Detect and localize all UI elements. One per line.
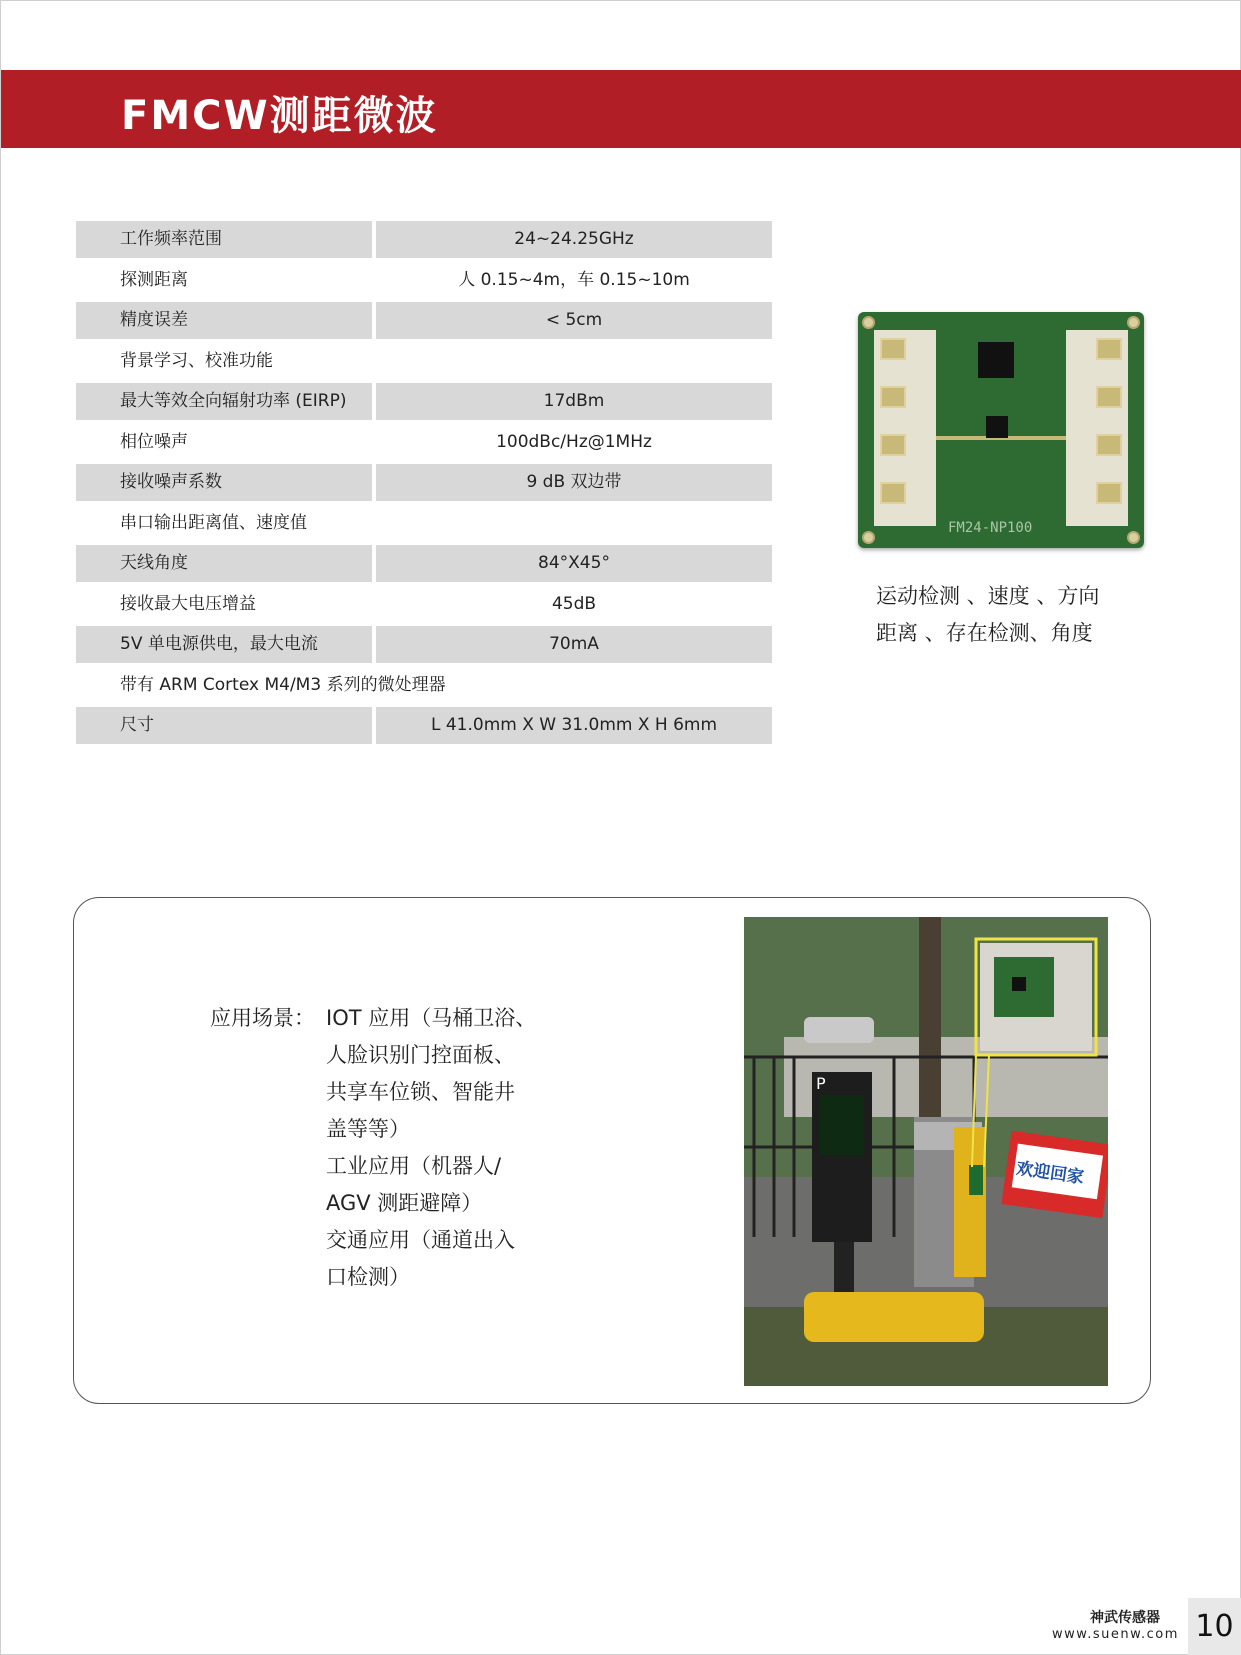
application-line: 人脸识别门控面板、	[326, 1043, 515, 1067]
rf-chip	[986, 416, 1008, 438]
application-line: 盖等等）	[326, 1117, 410, 1141]
spec-value: L 41.0mm X W 31.0mm X H 6mm	[376, 707, 772, 744]
spec-value: 9 dB 双边带	[376, 464, 772, 501]
antenna-patch	[880, 434, 906, 456]
application-line: 工业应用（机器人/	[326, 1154, 502, 1178]
welcome-sign-text: 欢迎回家	[1014, 1158, 1086, 1189]
parking-gate-illustration	[744, 917, 1108, 1386]
board-label: FM24-NP100	[948, 520, 1033, 536]
spec-value: 84°X45°	[376, 545, 772, 582]
website-url: www.suenw.com	[1052, 1627, 1179, 1642]
spec-row	[76, 505, 772, 546]
application-line: 交通应用（通道出入	[326, 1228, 515, 1252]
antenna-patch	[1096, 482, 1122, 504]
spec-row	[76, 464, 772, 505]
application-lines	[326, 1000, 536, 1296]
spec-label: 带有 ARM Cortex M4/M3 系列的微处理器	[120, 674, 446, 695]
spec-label: 背景学习、校准功能	[120, 350, 273, 371]
feature-line: 距离 、存在检测、角度	[876, 621, 1093, 645]
spec-value: 45dB	[551, 593, 597, 614]
spec-row	[76, 383, 772, 424]
spec-value: 人 0.15~4m，车 0.15~10m	[458, 269, 690, 290]
spec-row	[76, 626, 772, 667]
spec-label: 探测距离	[120, 269, 188, 290]
antenna-patch	[880, 386, 906, 408]
brand-name: 神武传感器	[1090, 1610, 1160, 1626]
spec-row	[76, 343, 772, 384]
spec-row	[76, 302, 772, 343]
application-line: 口检测）	[326, 1265, 410, 1289]
spec-row	[76, 221, 772, 262]
spec-value: 24~24.25GHz	[376, 221, 772, 258]
page-number: 10	[1188, 1598, 1241, 1655]
parking-sign-letter: P	[816, 1074, 826, 1093]
spec-table	[76, 221, 772, 748]
antenna-patch	[1096, 386, 1122, 408]
spec-label: 串口输出距离值、速度值	[120, 512, 307, 533]
antenna-patch	[880, 338, 906, 360]
spec-value: < 5cm	[376, 302, 772, 339]
mounting-hole	[1127, 531, 1140, 544]
application-line: AGV 测距避障）	[326, 1191, 483, 1215]
feature-list	[876, 578, 1099, 652]
antenna-patch	[880, 482, 906, 504]
spec-row	[76, 707, 772, 748]
parking-gate-photo	[744, 917, 1108, 1386]
spec-row	[76, 262, 772, 303]
spec-row	[76, 424, 772, 465]
spec-value: 17dBm	[376, 383, 772, 420]
spec-label: 工作频率范围	[76, 221, 372, 258]
processor-chip	[978, 342, 1014, 378]
mounting-hole	[862, 531, 875, 544]
spec-row	[76, 667, 772, 708]
spec-label: 精度误差	[76, 302, 372, 339]
spec-label: 尺寸	[76, 707, 372, 744]
spec-row	[76, 545, 772, 586]
spec-label: 接收噪声系数	[76, 464, 372, 501]
spec-value: 100dBc/Hz@1MHz	[496, 431, 652, 452]
spec-row	[76, 586, 772, 627]
antenna-patch	[1096, 434, 1122, 456]
feature-line: 运动检测 、速度 、方向	[876, 584, 1100, 608]
spec-label: 最大等效全向辐射功率 (EIRP)	[76, 383, 372, 420]
title-banner	[1, 70, 1241, 148]
application-label: 应用场景：	[210, 1006, 315, 1030]
spec-label: 5V 单电源供电，最大电流	[76, 626, 372, 663]
application-line: 共享车位锁、智能井	[326, 1080, 515, 1104]
spec-label: 天线角度	[76, 545, 372, 582]
page-title: FMCW测距微波	[121, 93, 438, 139]
spec-value: 70mA	[376, 626, 772, 663]
mounting-hole	[862, 316, 875, 329]
mounting-hole	[1127, 316, 1140, 329]
spec-label: 接收最大电压增益	[120, 593, 256, 614]
application-line: IOT 应用（马桶卫浴、	[326, 1006, 537, 1030]
radar-module-image	[858, 312, 1144, 548]
antenna-patch	[1096, 338, 1122, 360]
spec-label: 相位噪声	[120, 431, 188, 452]
